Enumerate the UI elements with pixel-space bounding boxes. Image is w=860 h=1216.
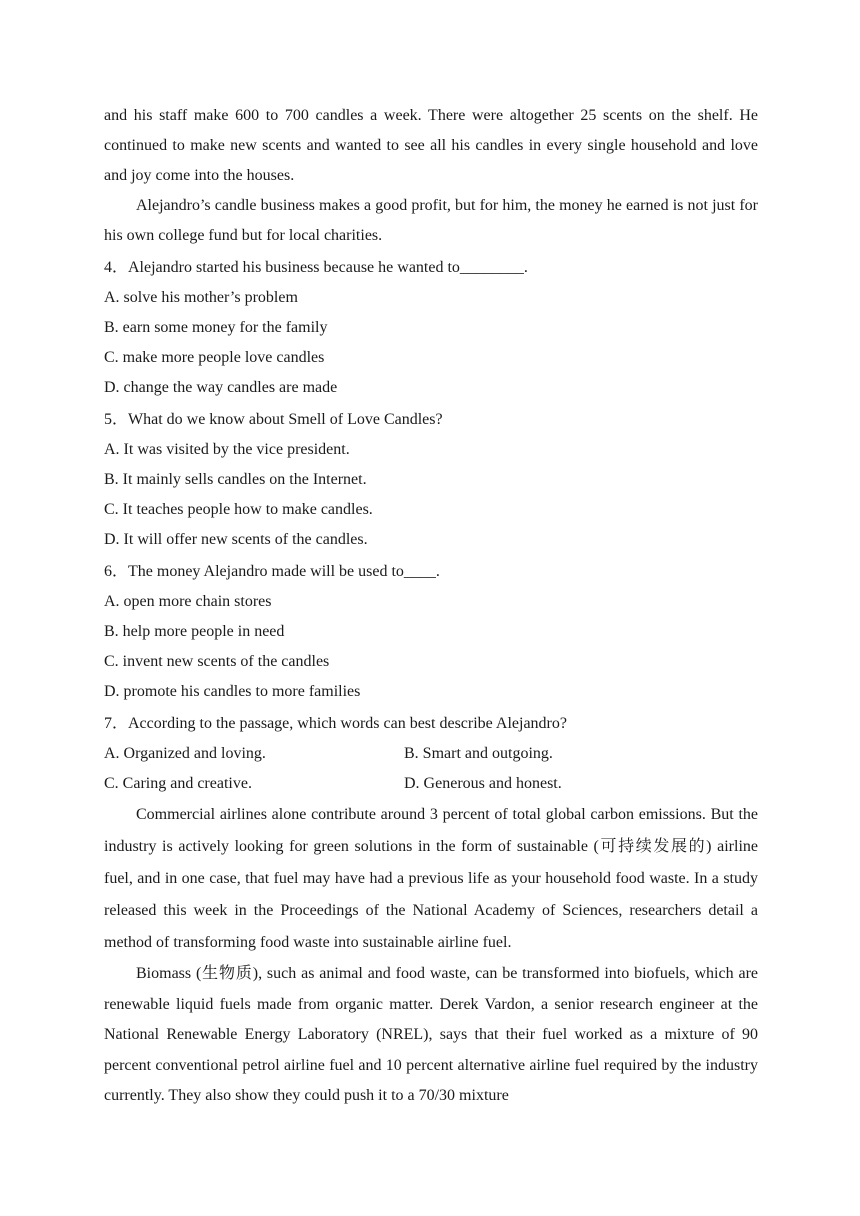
answer-option-row: [104, 739, 758, 769]
passage-d-paragraph: Biomass (生物质), such as animal and food waste, can be transformed into biofuels, which are renewable liquid fuels made from organic matter. Derek Vardon, a senior research engineer at the National Renewable Energy Laboratory (NREL), says that their fuel worked as a mixture of 90 percent conventional petrol airline fuel and 10 percent alternative airline fuel required by the industry currently. They also show they could push it to a 70/30 mixture: [104, 965, 758, 1104]
answer-option: C. Caring and creative.: [104, 775, 252, 792]
question-stem: 5．What do we know about Smell of Love Candles?: [104, 411, 443, 428]
document-page: [104, 101, 758, 1112]
question-block: [104, 708, 758, 799]
answer-option: A. It was visited by the vice president.: [104, 441, 350, 458]
question-stem: 6．The money Alejandro made will be used to____.: [104, 563, 440, 580]
answer-option: A. open more chain stores: [104, 593, 272, 610]
passage-d-paragraph: Commercial airlines alone contribute around 3 percent of total global carbon emissions. But the industry is actively looking for green solutions in the form of sustainable (可持续发展的) airline fuel, and in one case, that fuel may have had a previous life as your household food waste. In a study released this week in the Proceedings of the National Academy of Sciences, researchers detail a method of transforming food waste into sustainable airline fuel.: [104, 806, 758, 951]
passage-c-paragraph: and his staff make 600 to 700 candles a week. There were altogether 25 scents on the shelf. He continued to make new scents and wanted to see all his candles in every single household and love and joy come into the houses.: [104, 107, 758, 184]
question-stem: 7．According to the passage, which words can best describe Alejandro?: [104, 715, 567, 732]
answer-option: A. solve his mother’s problem: [104, 289, 298, 306]
answer-option: B. It mainly sells candles on the Internet.: [104, 471, 367, 488]
answer-option: A. Organized and loving.: [104, 745, 266, 762]
answer-option-row: [104, 769, 758, 799]
answer-option: C. It teaches people how to make candles.: [104, 501, 373, 518]
question-block: [104, 404, 758, 555]
answer-option: D. Generous and honest.: [404, 775, 562, 792]
answer-option: C. invent new scents of the candles: [104, 653, 330, 670]
question-stem: 4．Alejandro started his business because he wanted to________.: [104, 259, 528, 276]
answer-option: C. make more people love candles: [104, 349, 325, 366]
answer-option: B. earn some money for the family: [104, 319, 328, 336]
question-block: [104, 252, 758, 403]
answer-option: D. promote his candles to more families: [104, 683, 361, 700]
question-block: [104, 556, 758, 707]
answer-option: D. It will offer new scents of the candles.: [104, 531, 368, 548]
answer-option: B. help more people in need: [104, 623, 285, 640]
passage-c-paragraph: Alejandro’s candle business makes a good profit, but for him, the money he earned is not just for his own college fund but for local charities.: [104, 197, 758, 244]
answer-option: D. change the way candles are made: [104, 379, 338, 396]
answer-option: B. Smart and outgoing.: [404, 745, 553, 762]
